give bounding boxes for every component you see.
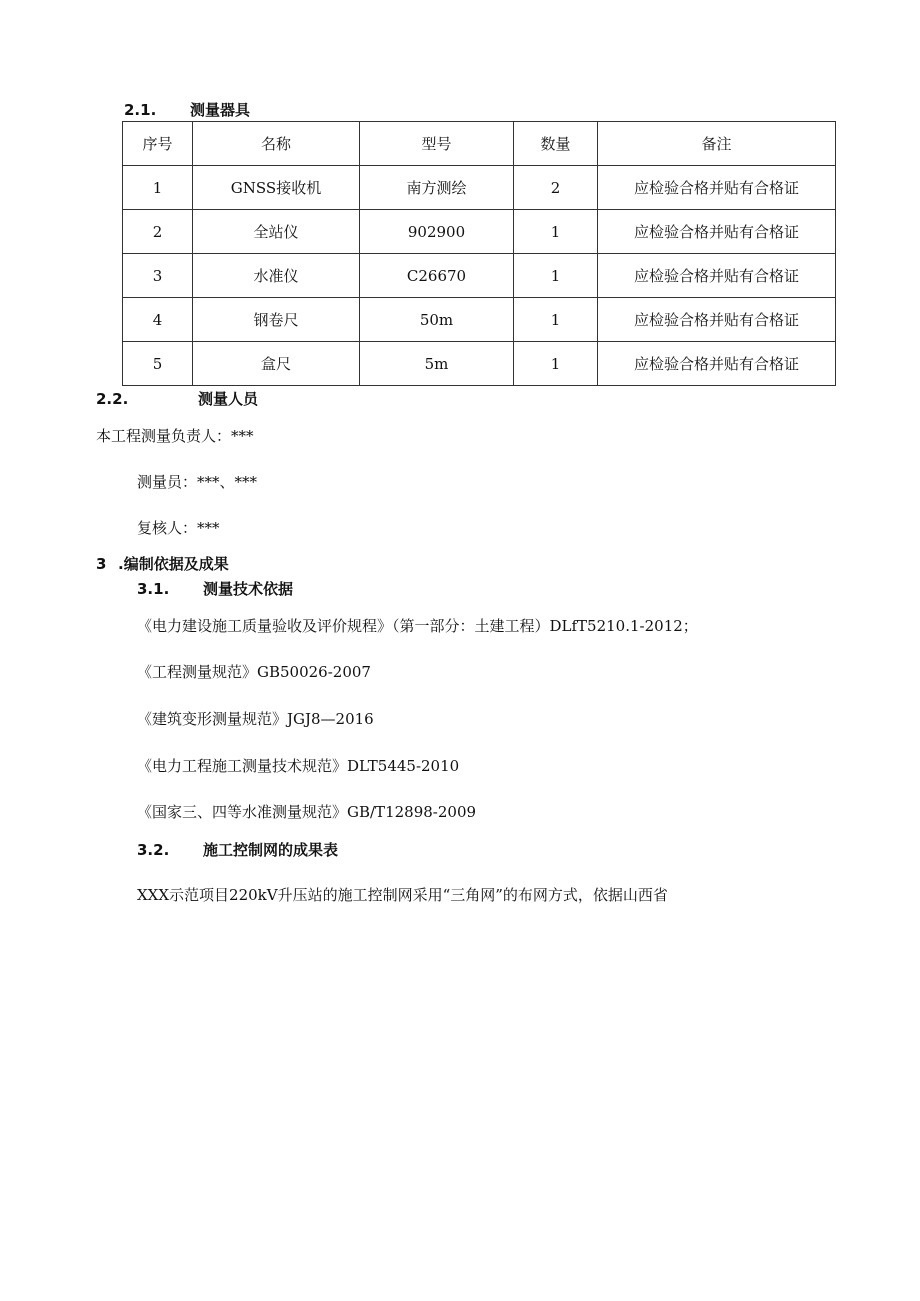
control-network-paragraph: XXX示范项目220kV升压站的施工控制网采用“三角网”的布网方式，依据山西省 bbox=[137, 886, 668, 904]
table-cell: 水准仪 bbox=[193, 254, 360, 298]
table-cell: 应检验合格并贴有合格证 bbox=[598, 342, 836, 386]
table-cell: 应检验合格并贴有合格证 bbox=[598, 298, 836, 342]
table-cell: 5m bbox=[360, 342, 514, 386]
section-2-1-heading bbox=[124, 100, 251, 120]
section-3-2-heading bbox=[137, 840, 339, 860]
table-row bbox=[123, 342, 836, 386]
table-cell: 南方测绘 bbox=[360, 166, 514, 210]
section-title: 施工控制网的成果表 bbox=[203, 841, 339, 859]
section-number: 3 bbox=[96, 555, 107, 573]
table-cell: 4 bbox=[123, 298, 193, 342]
table-row bbox=[123, 210, 836, 254]
section-title: 测量技术依据 bbox=[203, 580, 294, 598]
section-number: 3.2. bbox=[137, 841, 170, 859]
header-cell-remarks: 备注 bbox=[598, 122, 836, 166]
table-cell: 1 bbox=[514, 254, 598, 298]
table-cell: 钢卷尺 bbox=[193, 298, 360, 342]
table-cell: 2 bbox=[514, 166, 598, 210]
table-header-row bbox=[123, 122, 836, 166]
section-number: 3.1. bbox=[137, 580, 170, 598]
header-cell-name: 名称 bbox=[193, 122, 360, 166]
standard-item: 《工程测量规范》GB50026-2007 bbox=[137, 663, 371, 681]
table-cell: 1 bbox=[514, 298, 598, 342]
standard-item: 《电力工程施工测量技术规范》DLT5445-2010 bbox=[137, 757, 460, 775]
standard-item: 《电力建设施工质量验收及评价规程》（第一部分：土建工程）DLfT5210.1-2012； bbox=[137, 617, 698, 635]
table-cell: 全站仪 bbox=[193, 210, 360, 254]
header-cell-quantity: 数量 bbox=[514, 122, 598, 166]
table-row bbox=[123, 166, 836, 210]
header-cell-index: 序号 bbox=[123, 122, 193, 166]
table-cell: 应检验合格并贴有合格证 bbox=[598, 210, 836, 254]
section-3-1-heading bbox=[137, 579, 294, 599]
table-cell: 1 bbox=[514, 342, 598, 386]
table-cell: 902900 bbox=[360, 210, 514, 254]
section-title: 测量器具 bbox=[190, 101, 251, 119]
section-2-2-heading bbox=[96, 389, 259, 409]
table-cell: 1 bbox=[123, 166, 193, 210]
table-cell: 盒尺 bbox=[193, 342, 360, 386]
surveyors-text: 测量员：***、*** bbox=[137, 473, 258, 491]
table-cell: C26670 bbox=[360, 254, 514, 298]
table-cell: 1 bbox=[514, 210, 598, 254]
table-cell: 5 bbox=[123, 342, 193, 386]
table-cell: 应检验合格并贴有合格证 bbox=[598, 166, 836, 210]
instrument-table bbox=[122, 121, 836, 386]
table-row bbox=[123, 254, 836, 298]
table-cell: 2 bbox=[123, 210, 193, 254]
table-row bbox=[123, 298, 836, 342]
table-cell: 3 bbox=[123, 254, 193, 298]
reviewer-text: 复核人：*** bbox=[137, 519, 220, 537]
header-cell-model: 型号 bbox=[360, 122, 514, 166]
survey-lead-text: 本工程测量负责人：*** bbox=[96, 427, 254, 445]
table-cell: GNSS接收机 bbox=[193, 166, 360, 210]
table-cell: 应检验合格并贴有合格证 bbox=[598, 254, 836, 298]
table-cell: 50m bbox=[360, 298, 514, 342]
section-title: .编制依据及成果 bbox=[118, 555, 229, 573]
section-title: 测量人员 bbox=[198, 390, 259, 408]
standard-item: 《建筑变形测量规范》JGJ8—2016 bbox=[137, 710, 374, 728]
section-number: 2.1. bbox=[124, 101, 157, 119]
standard-item: 《国家三、四等水准测量规范》GB/T12898-2009 bbox=[137, 803, 477, 821]
section-3-heading bbox=[96, 554, 229, 574]
section-number: 2.2. bbox=[96, 390, 129, 408]
